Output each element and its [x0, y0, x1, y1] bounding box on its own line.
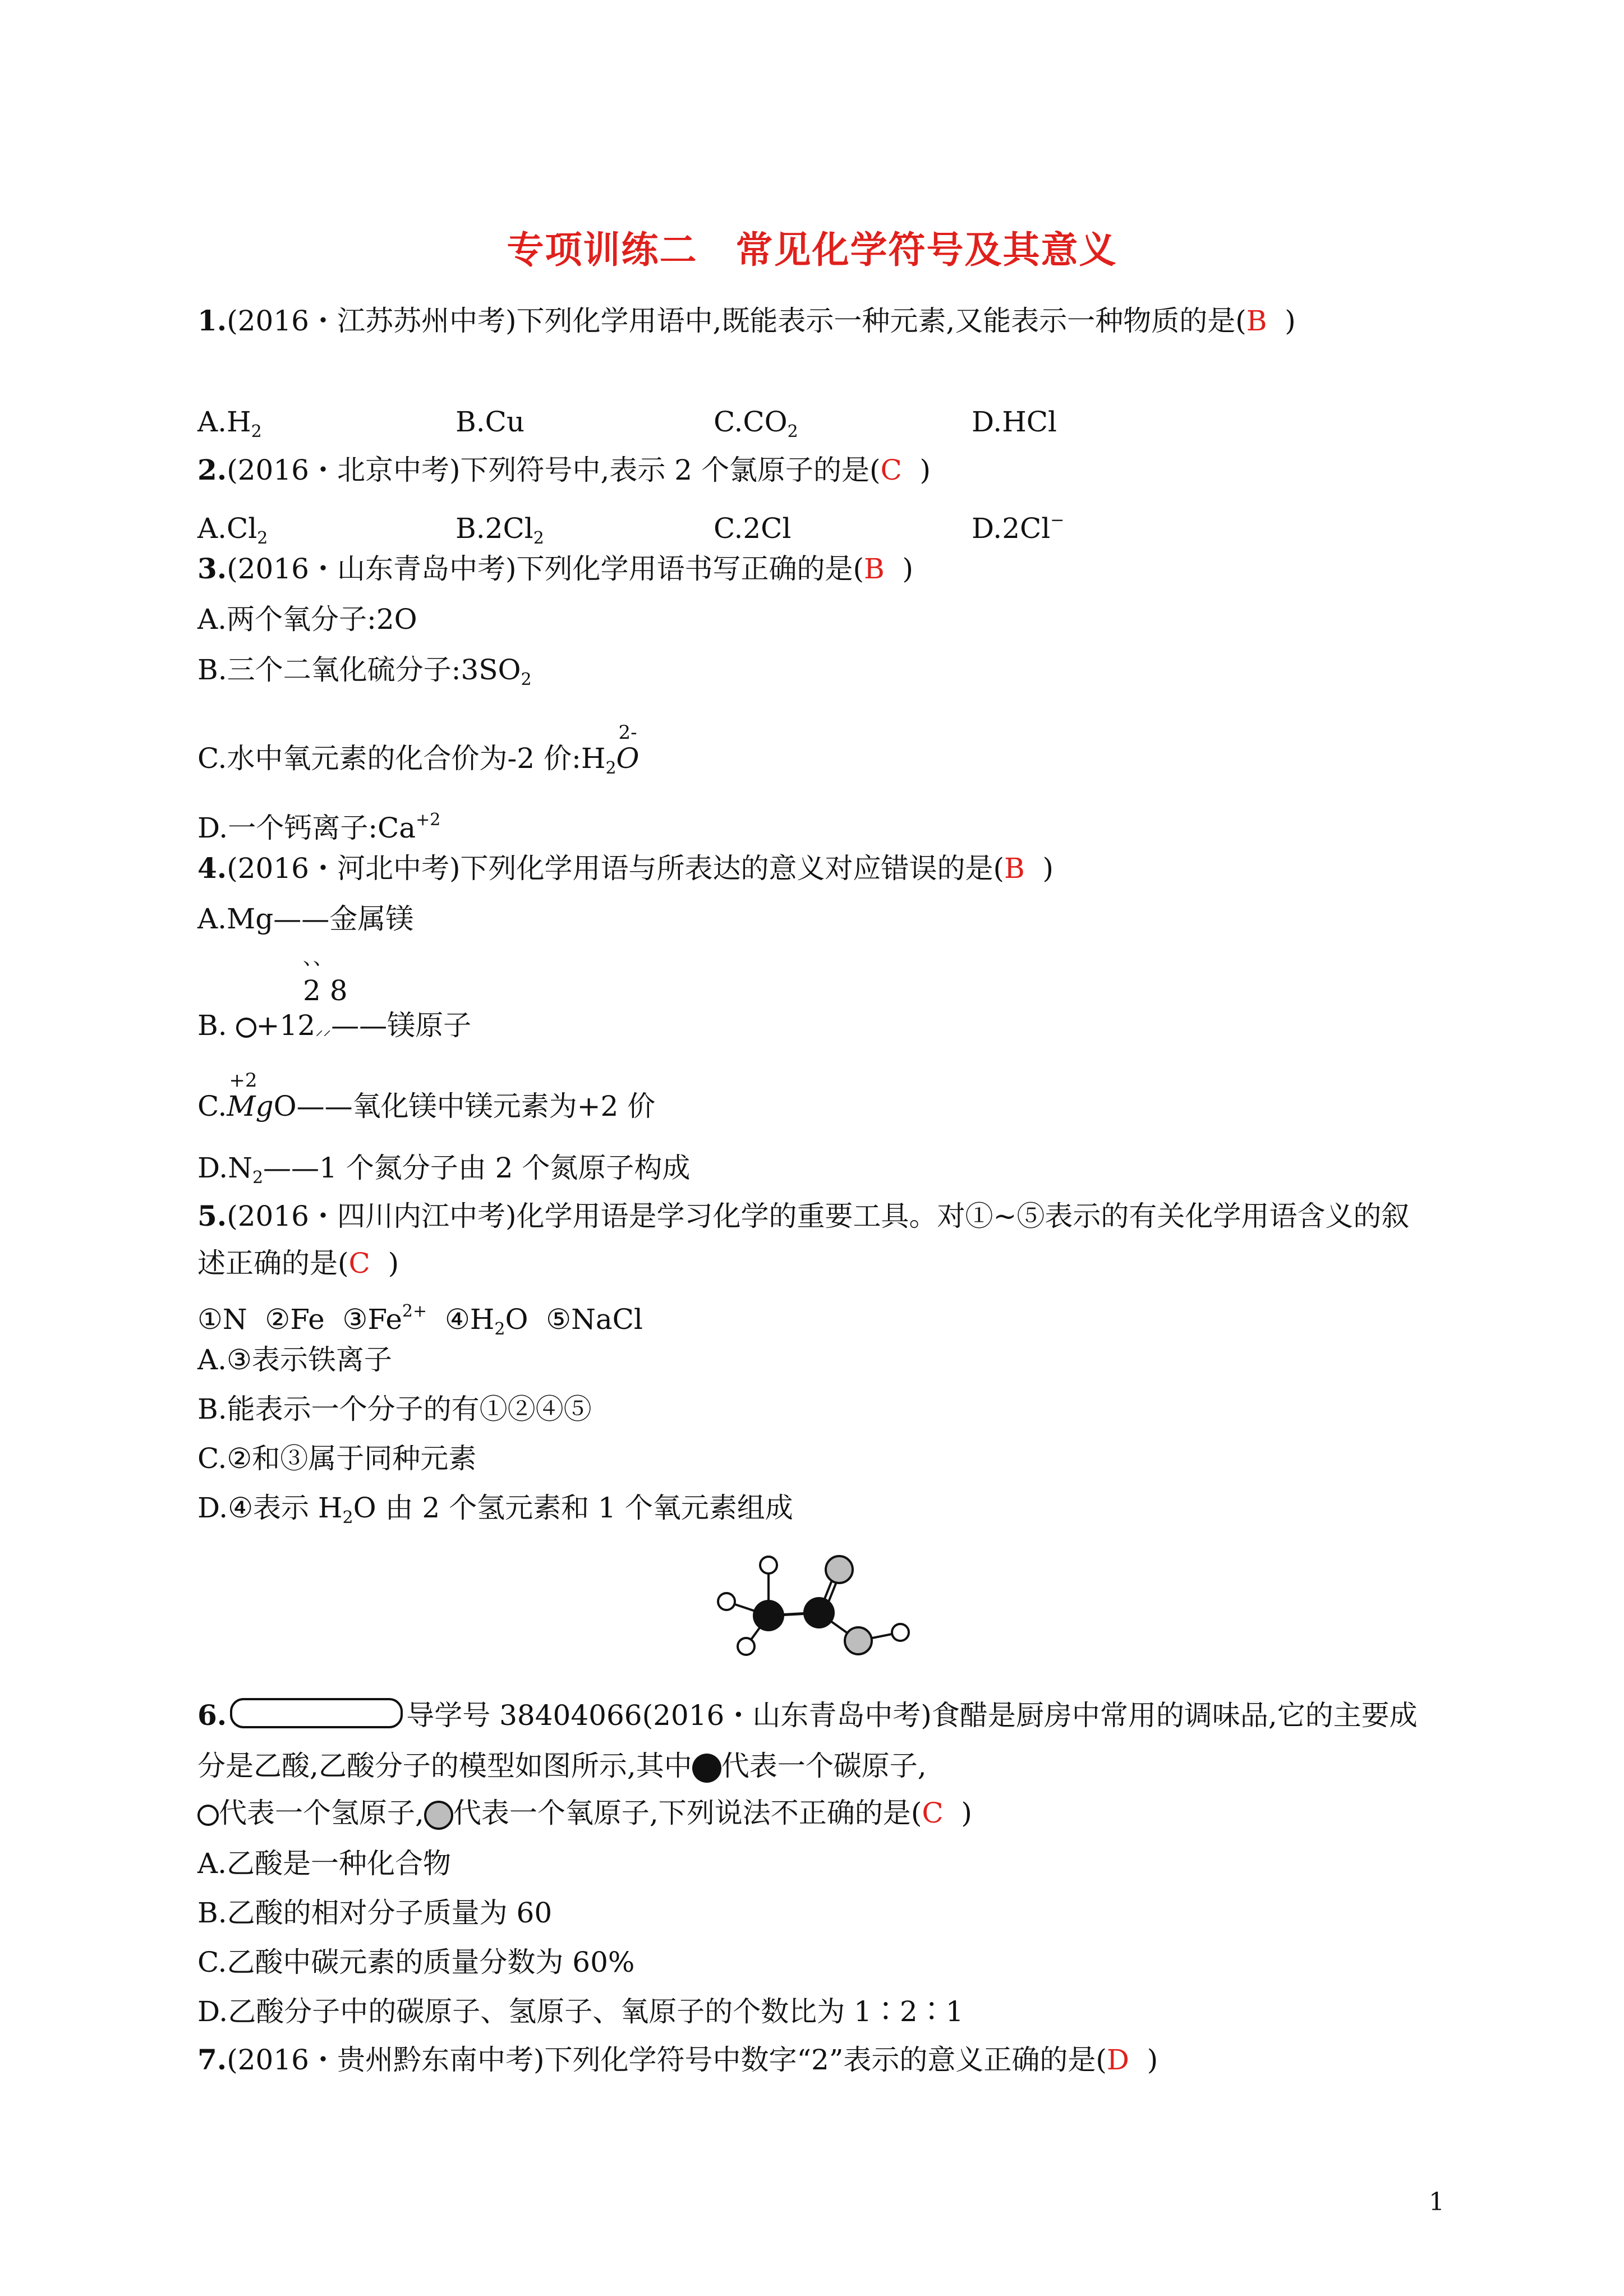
- acetic-acid-model: [707, 1548, 931, 1677]
- option-c: $C.CO_2$: [714, 406, 798, 441]
- option-b: B.Cu: [456, 406, 525, 438]
- hydrogen-atom: [718, 1593, 735, 1610]
- question-stem: (2016・四川内江中考)化学用语是学习化学的重要工具。对①~⑤表示的有关化学用语含义的叙: [227, 1200, 1410, 1232]
- carbon-atom-icon: [692, 1754, 721, 1783]
- question-2: 2.(2016・北京中考)下列符号中,表示 2 个氯原子的是(C ): [197, 453, 931, 486]
- nucleus-icon: [236, 1018, 256, 1038]
- answer: D: [1106, 2044, 1130, 2076]
- option-b: $B.2Cl_2$: [456, 512, 544, 548]
- question-6-line2: 分是乙酸,乙酸分子的模型如图所示,其中 代表一个碳原子,: [197, 1750, 927, 1782]
- option-d: D.④表示 $H_2O$ 由 2 个氢元素和 1 个氧元素组成: [197, 1492, 793, 1527]
- question-stem: 导学号 38404066(2016・山东青岛中考)食醋是厨房中常用的调味品,它的主要成: [406, 1699, 1418, 1732]
- hydrogen-atom: [892, 1624, 909, 1641]
- page-title: 专项训练二 常见化学符号及其意义: [507, 228, 1117, 272]
- oxygen-atom: [826, 1556, 853, 1583]
- question-3: 3.(2016・山东青岛中考)下列化学用语书写正确的是(B ): [197, 552, 914, 585]
- question-6: [197, 1697, 1418, 1733]
- hydrogen-atom: [760, 1557, 777, 1573]
- option-a: A.两个氧分子:2O: [197, 603, 417, 636]
- option-a: A.Mg——金属镁: [197, 903, 414, 935]
- question-number: 4.: [197, 852, 227, 885]
- question-number: 7.: [197, 2043, 227, 2076]
- question-4: 4.(2016・河北中考)下列化学用语与所表达的意义对应错误的是(B ): [197, 852, 1054, 885]
- question-number: 3.: [197, 552, 227, 585]
- option-a: A.③表示铁离子: [197, 1343, 392, 1376]
- question-1: 1.(2016・江苏苏州中考)下列化学用语中,既能表示一种元素,又能表示一种物质的是(B ): [197, 304, 1296, 337]
- question-number: 6.: [197, 1699, 227, 1732]
- question-number: 1.: [197, 304, 227, 337]
- option-d: D.乙酸分子中的碳原子、氢原子、氧原子的个数比为 1∶2∶1: [197, 1995, 964, 2028]
- question-1-options: [197, 404, 1230, 450]
- option-d: D.一个钙离子$:Ca^{+2}$: [197, 810, 441, 844]
- question-stem: (2016・贵州黔东南中考)下列化学符号中数字“2”表示的意义正确的是: [227, 2044, 1096, 2076]
- option-c: C.2Cl: [714, 512, 792, 545]
- option-a: $A.Cl_2$: [197, 512, 268, 548]
- question-stem: (2016・江苏苏州中考)下列化学用语中,既能表示一种元素,又能表示一种物质的是: [227, 305, 1236, 337]
- atom-shell-ticks: 、、: [303, 946, 334, 969]
- answer: B: [1246, 305, 1267, 337]
- page-number: 1: [1429, 2188, 1444, 2216]
- question-stem: (2016・河北中考)下列化学用语与所表达的意义对应错误的是: [227, 852, 993, 885]
- option-c: C.②和③属于同种元素: [197, 1442, 477, 1475]
- option-c: C.乙酸中碳元素的质量分数为 60%: [197, 1946, 635, 1978]
- answer: C: [922, 1797, 944, 1829]
- answer: B: [863, 553, 885, 585]
- question-2-options: [197, 503, 1230, 556]
- question-number: 5.: [197, 1199, 227, 1232]
- hydrogen-atom-icon: [197, 1805, 219, 1826]
- option-b: B.三个二氧化硫分子$:3SO_2$: [197, 654, 532, 689]
- oxygen-atom-icon: [424, 1801, 453, 1830]
- question-6-line3: 代表一个氢原子, 代表一个氧原子,下列说法不正确的是(C ): [197, 1795, 972, 1831]
- rounded-label-box: [230, 1698, 403, 1728]
- question-7: 7.(2016・贵州黔东南中考)下列化学符号中数字“2”表示的意义正确的是(D ): [197, 2043, 1158, 2076]
- option-b: B.乙酸的相对分子质量为 60: [197, 1897, 553, 1929]
- option-d: D.HCl: [972, 406, 1057, 438]
- oxygen-atom: [845, 1627, 872, 1654]
- option-a: A.乙酸是一种化合物: [197, 1847, 452, 1880]
- option-b: B.能表示一个分子的有①②④⑤: [197, 1393, 592, 1425]
- question-stem: (2016・北京中考)下列符号中,表示 2 个氯原子的是: [227, 454, 869, 486]
- option-c: C. +2 MgO——氧化镁中镁元素为+2 价: [197, 1069, 656, 1122]
- hydrogen-atom: [738, 1638, 755, 1655]
- answer: B: [1004, 852, 1025, 885]
- option-a: $A.H_2$: [197, 406, 262, 441]
- answer: C: [348, 1247, 370, 1280]
- question-5: [197, 1198, 1409, 1234]
- option-d: $D.N_2——1$ 个氮分子由 2 个氮原子构成: [197, 1152, 691, 1188]
- carbon-atom: [753, 1600, 784, 1631]
- carbon-atom: [803, 1597, 835, 1628]
- option-d: D.2Cl−: [972, 510, 1065, 545]
- symbol-list: ①N ②Fe $③Fe^{2+}$ $④H_2O$ ⑤NaCl: [197, 1301, 643, 1339]
- question-number: 2.: [197, 453, 227, 486]
- atom-shell-electrons: 2 8: [303, 974, 348, 1007]
- option-b: B. +12⸝⸝——镁原子: [197, 1009, 472, 1042]
- answer: C: [880, 454, 902, 486]
- question-stem: (2016・山东青岛中考)下列化学用语书写正确的是: [227, 553, 853, 585]
- question-5-line2: 述正确的是(C ): [197, 1247, 399, 1280]
- option-c: C.水中氧元素的化合价为-2 价$:H_2$ 2- O: [197, 721, 640, 778]
